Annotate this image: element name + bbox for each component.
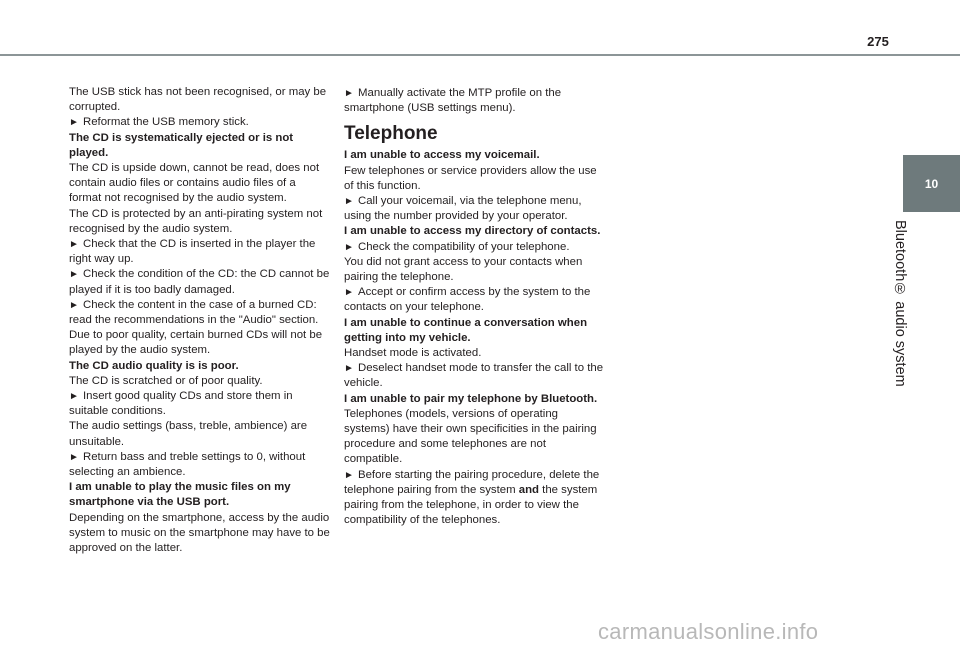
- chapter-title-wrap: [892, 220, 922, 400]
- body-text: Handset mode is activated.: [344, 347, 482, 360]
- body-text: Few telephones or service providers allow the use of this function.: [344, 164, 597, 192]
- step-text: Check the content in the case of a burned CD: read the recommendations in the "Audio" section.: [69, 298, 319, 327]
- question-heading: The CD is systematically ejected or is not played.: [69, 131, 294, 159]
- emphasis-text: and: [518, 483, 540, 496]
- step-item: [69, 115, 331, 130]
- step-text: Before starting the pairing procedure, delete the telephone pairing from the system: [344, 468, 600, 496]
- body-text: Depending on the smartphone, access by the audio system to music on the smartphone may have to be approved on the latter.: [69, 511, 330, 555]
- body-text: You did not grant access to your contacts when pairing the telephone.: [344, 255, 583, 284]
- body-text: The CD is protected by an anti-pirating system not recognised by the audio system.: [69, 207, 323, 235]
- step-text: Return bass and treble settings to 0, without selecting an ambience.: [69, 450, 306, 479]
- arrow-icon: ►: [69, 299, 79, 311]
- arrow-icon: ►: [344, 196, 354, 208]
- step-text: Insert good quality CDs and store them in suitable conditions.: [69, 390, 293, 418]
- step-item: [69, 267, 331, 297]
- step-text: Check the condition of the CD: the CD cannot be played if it is too badly damaged.: [69, 268, 330, 296]
- chapter-number: 10: [924, 176, 939, 191]
- section-heading: Telephone: [344, 123, 438, 145]
- step-item: [344, 361, 606, 391]
- arrow-icon: ►: [344, 363, 354, 375]
- arrow-icon: ►: [69, 117, 79, 129]
- arrow-icon: ►: [344, 469, 354, 481]
- step-item: [344, 285, 606, 315]
- step-text: Manually activate the MTP profile on the smartphone (USB settings menu).: [344, 87, 562, 115]
- arrow-icon: ►: [69, 269, 79, 281]
- right-column: [344, 86, 606, 528]
- body-text: Telephones (models, versions of operating systems) have their own specificities in the pairing procedure and some telephones are not compatible.: [344, 407, 597, 466]
- step-text: Check the compatibility of your telephone.: [358, 240, 570, 253]
- step-text: Check that the CD is inserted in the player the right way up.: [69, 238, 316, 266]
- page-number: 275: [867, 34, 889, 49]
- step-item: [344, 194, 606, 224]
- step-item: [344, 468, 606, 529]
- chapter-tab: [903, 155, 960, 212]
- question-heading: I am unable to pair my telephone by Bluetooth.: [344, 392, 598, 405]
- arrow-icon: ►: [69, 391, 79, 403]
- step-item: [69, 450, 331, 480]
- step-item: [69, 389, 331, 419]
- question-heading: I am unable to play the music files on my smartphone via the USB port.: [69, 481, 291, 509]
- step-text: Reformat the USB memory stick.: [83, 116, 249, 129]
- question-heading: The CD audio quality is is poor.: [69, 359, 239, 372]
- arrow-icon: ►: [344, 287, 354, 299]
- question-heading: I am unable to access my voicemail.: [344, 149, 540, 162]
- question-heading: I am unable to continue a conversation when getting into my vehicle.: [344, 316, 588, 344]
- step-text: the system pairing from the telephone, in order to view the compatibility of the telephones.: [344, 483, 598, 527]
- body-text: Due to poor quality, certain burned CDs will not be played by the audio system.: [69, 329, 323, 357]
- telephone-items: [344, 148, 606, 467]
- body-text: The audio settings (bass, treble, ambience) are unsuitable.: [69, 420, 308, 448]
- arrow-icon: ►: [344, 241, 354, 253]
- step-text: Deselect handset mode to transfer the call to the vehicle.: [344, 362, 604, 390]
- question-heading: I am unable to access my directory of contacts.: [344, 225, 601, 238]
- arrow-icon: ►: [344, 88, 354, 99]
- step-text: Call your voicemail, via the telephone menu, using the number provided by your operator.: [344, 195, 582, 223]
- arrow-icon: ►: [69, 451, 79, 463]
- body-text: The CD is scratched or of poor quality.: [69, 374, 263, 387]
- body-text: The USB stick has not been recognised, or may be corrupted.: [69, 86, 327, 114]
- arrow-icon: ►: [69, 239, 79, 251]
- watermark: carmanualsonline.info: [598, 619, 819, 644]
- header-rule: [0, 54, 960, 56]
- step-item: [344, 240, 606, 255]
- body-text: The CD is upside down, cannot be read, does not contain audio files or contains audio files of a format not recognised by the audio system.: [69, 162, 320, 205]
- step-item: [69, 237, 331, 267]
- step-text: Accept or confirm access by the system to the contacts on your telephone.: [344, 286, 591, 314]
- chapter-title: Bluetooth® audio system: [892, 220, 908, 387]
- left-column: [69, 85, 331, 556]
- step-item: [344, 86, 606, 116]
- step-item: [69, 298, 331, 328]
